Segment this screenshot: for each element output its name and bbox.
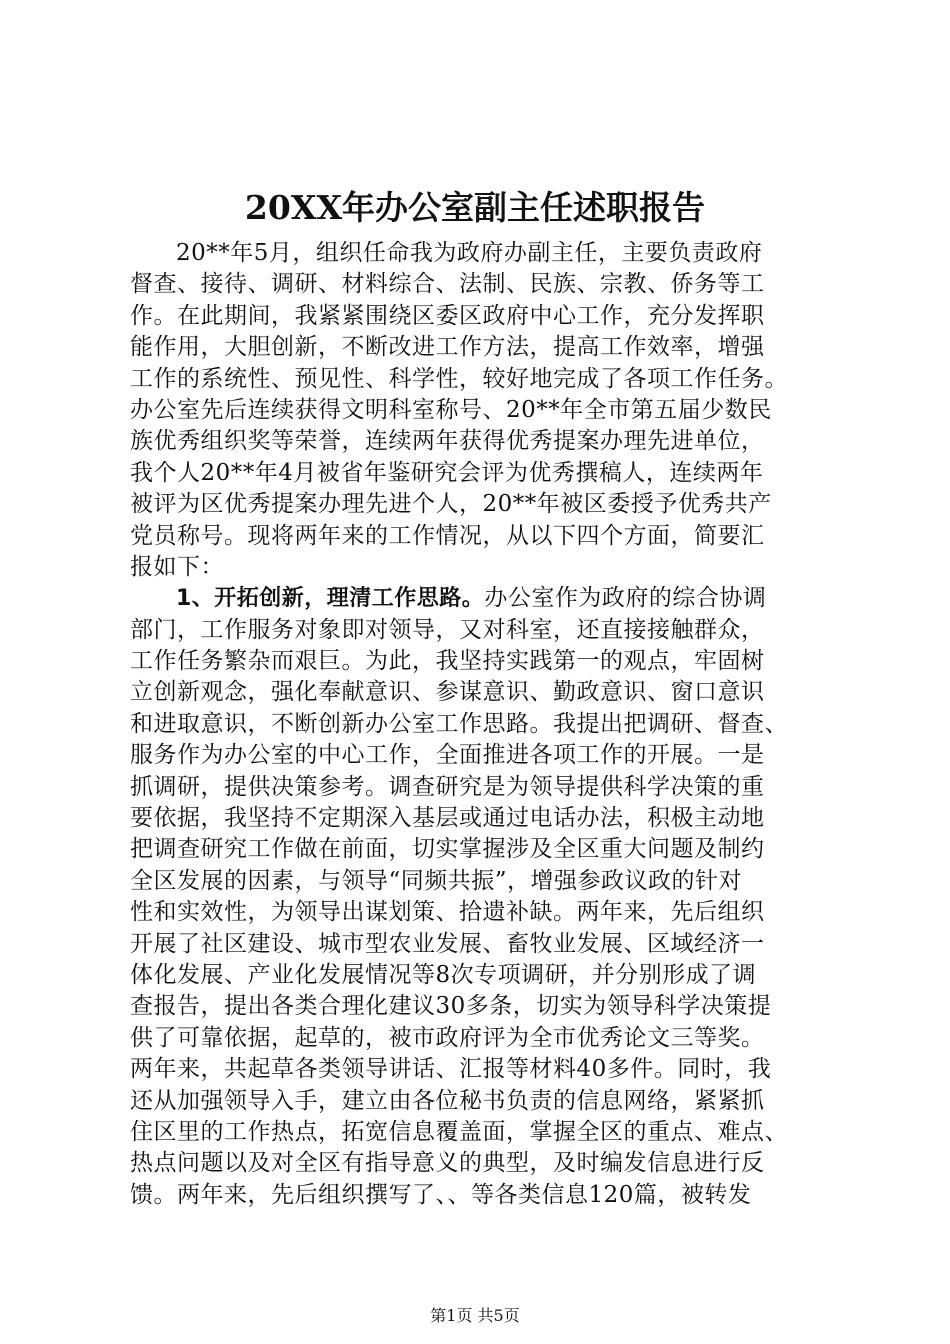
paragraph-line: 全区发展的因素，与领导“同频共振”，增强参政议政的针对: [130, 867, 743, 894]
paragraph-line: 工作的系统性、预见性、科学性，较好地完成了各项工作任务。: [130, 365, 788, 392]
paragraph-line: 立创新观念，强化奉献意识、参谋意识、勤政意识、窗口意识: [130, 679, 765, 706]
paragraph-line: 被评为区优秀提案办理先进个人，20**年被区委授予优秀共产: [130, 491, 772, 518]
paragraph-line: 作。在此期间，我紧紧围绕区委区政府中心工作，充分发挥职: [130, 302, 765, 329]
paragraph-line: 20**年5月，组织任命我为政府办副主任，主要负责政府: [176, 240, 763, 266]
paragraph-line: 住区里的工作热点，拓宽信息覆盖面，掌握全区的重点、难点、: [130, 1118, 788, 1145]
paragraph-line: 抓调研，提供决策参考。调查研究是为领导提供科学决策的重: [130, 773, 765, 800]
paragraph-line: 办公室先后连续获得文明科室称号、20**年全市第五届少数民: [130, 396, 772, 423]
paragraph-line: 馈。两年来，先后组织撰写了、、等各类信息120篇，被转发: [130, 1181, 752, 1208]
paragraph-line: 督查、接待、调研、材料综合、法制、民族、宗教、侨务等工: [130, 271, 765, 298]
paragraph-line: 我个人20**年4月被省年鉴研究会评为优秀撰稿人，连续两年: [130, 459, 764, 486]
paragraph-line: 把调查研究工作做在前面，切实掌握涉及全区重大问题及制约: [130, 836, 765, 863]
paragraph-line: 供了可靠依据，起草的，被市政府评为全市优秀论文三等奖。: [130, 1024, 765, 1051]
paragraph-line: 查报告，提出各类合理化建议30多条，切实为领导科学决策提: [130, 993, 772, 1020]
paragraph-line: 报如下：: [130, 553, 224, 580]
section-heading: 1、开拓创新，理清工作思路。: [176, 586, 485, 612]
paragraph-line: 性和实效性，为领导出谋划策、拾遗补缺。两年来，先后组织: [130, 899, 765, 926]
paragraph-line: 工作任务繁杂而艰巨。为此，我坚持实践第一的观点，牢固树: [130, 648, 765, 675]
paragraph-line: 热点问题以及对全区有指导意义的典型，及时编发信息进行反: [130, 1150, 765, 1177]
paragraph-line: 党员称号。现将两年来的工作情况，从以下四个方面，简要汇: [130, 522, 765, 549]
paragraph-line: 和进取意识，不断创新办公室工作思路。我提出把调研、督查、: [130, 710, 788, 737]
section-line-rest: 办公室作为政府的综合协调: [484, 585, 767, 612]
page-footer: 第1页 共5页: [430, 1306, 520, 1325]
paragraph-line: 部门，工作服务对象即对领导，又对科室，还直接接触群众，: [130, 616, 765, 643]
paragraph-line: 族优秀组织奖等荣誉，连续两年获得优秀提案办理先进单位，: [130, 428, 765, 455]
paragraph-line: 开展了社区建设、城市型农业发展、畜牧业发展、区域经济一: [130, 930, 765, 957]
paragraph-line: 能作用，大胆创新，不断改进工作方法，提高工作效率，增强: [130, 334, 765, 361]
document-title: 20XX年办公室副主任述职报告: [244, 188, 706, 227]
paragraph-line: 两年来，共起草各类领导讲话、汇报等材料40多件。同时，我: [130, 1056, 772, 1083]
paragraph-line: 体化发展、产业化发展情况等8次专项调研，并分别形成了调: [130, 961, 757, 988]
document-body: [130, 238, 842, 1211]
section-first-line: [130, 583, 842, 614]
paragraph-line: 还从加强领导入手，建立由各位秘书负责的信息网络，紧紧抓: [130, 1087, 765, 1114]
paragraph-line: 服务作为办公室的中心工作，全面推进各项工作的开展。一是: [130, 742, 765, 769]
paragraph-line: 要依据，我坚持不定期深入基层或通过电话办法，积极主动地: [130, 805, 765, 832]
